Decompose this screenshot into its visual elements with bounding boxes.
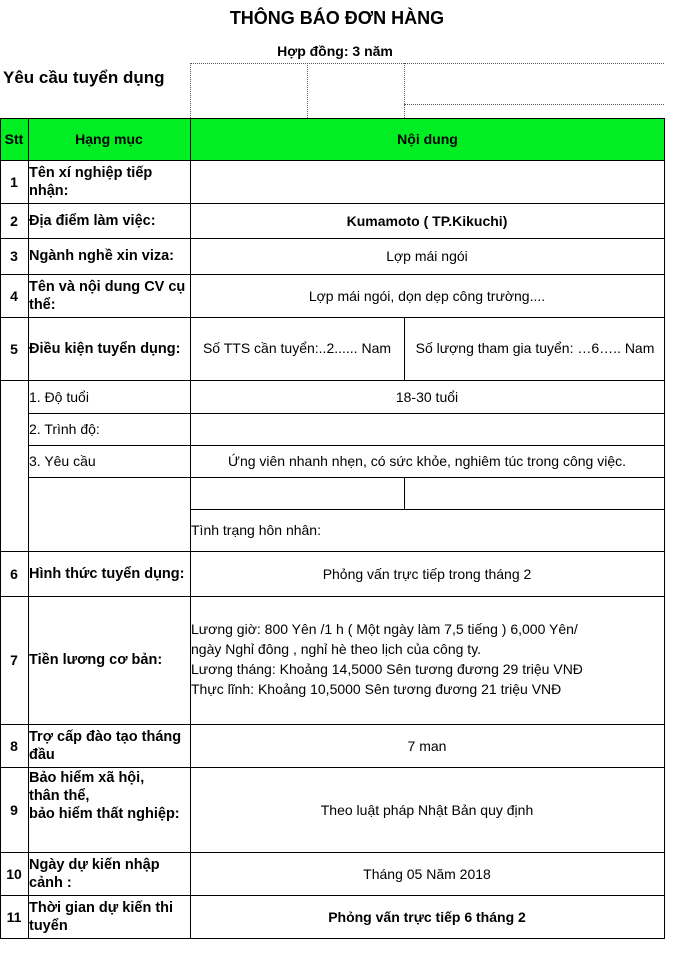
row-7-stt: 7	[10, 652, 18, 668]
row-5-stt: 5	[10, 340, 18, 357]
row-2-stt: 2	[10, 212, 18, 229]
row-3-content: Lợp mái ngói	[386, 248, 468, 264]
row-9-label-line: thân thể,	[29, 788, 90, 804]
row-1-stt: 1	[10, 173, 18, 190]
row-9-label	[28, 767, 190, 852]
row-7-label: Tiền lương cơ bản:	[29, 652, 163, 668]
row-8-content: 7 man	[407, 737, 447, 754]
requirement-label: Yêu cầu tuyển dụng	[3, 68, 165, 87]
row-9-stt: 9	[10, 801, 18, 818]
row-6-stt: 6	[10, 565, 18, 582]
dotted-line	[190, 63, 664, 64]
salary-line-monthly: Lương tháng: Khoảng 14,5000 Sên tương đương 29 triệu VNĐ	[191, 661, 583, 677]
row-1-label: Tên xí nghiệp tiếp nhận:	[29, 164, 153, 199]
dotted-line	[190, 63, 191, 118]
row-2-content: Kumamoto ( TP.Kikuchi)	[346, 212, 508, 229]
row-10-stt: 10	[6, 865, 22, 882]
condition-age-content: 18-30 tuổi	[395, 388, 459, 405]
row-3-label: Ngành nghề xin viza:	[29, 248, 175, 264]
salary-line-holidays: ngày Nghỉ đông , nghỉ hè theo lịch của công ty.	[191, 641, 482, 657]
row-9-label-line: Bảo hiểm xã hội,	[29, 770, 145, 786]
salary-details	[190, 619, 664, 703]
dotted-line	[404, 104, 664, 105]
row-4-label: Tên và nội dung CV cụ thể:	[29, 278, 186, 313]
condition-requirement-content: Ứng viên nhanh nhẹn, có sức khỏe, nghiêm túc trong công việc.	[227, 453, 626, 469]
row-9-content: Theo luật pháp Nhật Bản quy định	[320, 801, 534, 818]
row-2-label: Địa điểm làm việc:	[29, 212, 156, 229]
header-content: Nội dung	[397, 131, 458, 147]
dotted-line	[307, 63, 308, 118]
salary-line-hourly: Lương giờ: 800 Yên /1 h ( Một ngày làm 7,5 tiếng ) 6,000 Yên/	[191, 621, 578, 637]
row-9-label-line: bảo hiểm thất nghiệp:	[29, 806, 180, 822]
salary-line-net: Thực lĩnh: Khoảng 10,5000 Sên tương đương 21 triệu VNĐ	[191, 681, 562, 697]
row-5-content-left: Số TTS cần tuyển:..2...... Nam	[202, 340, 392, 356]
row-5-content-right: Số lượng tham gia tuyển: …6….. Nam	[415, 340, 655, 356]
row-11-stt: 11	[6, 908, 22, 925]
dotted-line	[404, 63, 405, 118]
row-6-content: Phỏng vấn trực tiếp trong tháng 2	[322, 565, 532, 582]
row-11-label: Thời gian dự kiến thi tuyển	[29, 899, 174, 934]
contract-duration: Hợp đồng: 3 năm	[277, 43, 393, 59]
row-1-content	[190, 160, 664, 203]
header-item: Hạng mục	[75, 131, 143, 147]
row-5-label: Điều kiện tuyển dụng:	[29, 340, 181, 357]
marital-status-label: Tình trạng hôn nhân:	[191, 522, 321, 538]
row-4-content: Lợp mái ngói, dọn dẹp công trường....	[308, 287, 546, 304]
condition-education-content	[190, 413, 664, 445]
condition-age-label: 1. Độ tuổi	[29, 388, 89, 405]
row-11-content: Phỏng vấn trực tiếp 6 tháng 2	[328, 908, 526, 925]
condition-requirement-label: 3. Yêu cầu	[29, 453, 96, 469]
row-10-content: Tháng 05 Năm 2018	[363, 865, 491, 882]
row-8-label: Trợ cấp đào tạo tháng đầu	[29, 728, 182, 763]
row-3-stt: 3	[10, 248, 18, 264]
row-6-label: Hình thức tuyển dụng:	[29, 565, 185, 582]
page-title: THÔNG BÁO ĐƠN HÀNG	[229, 8, 445, 28]
row-4-stt: 4	[10, 287, 18, 304]
header-stt: Stt	[4, 131, 24, 147]
row-10-label: Ngày dự kiến nhập cảnh :	[29, 856, 160, 891]
condition-education-label: 2. Trình độ:	[29, 421, 100, 437]
row-8-stt: 8	[10, 737, 18, 754]
